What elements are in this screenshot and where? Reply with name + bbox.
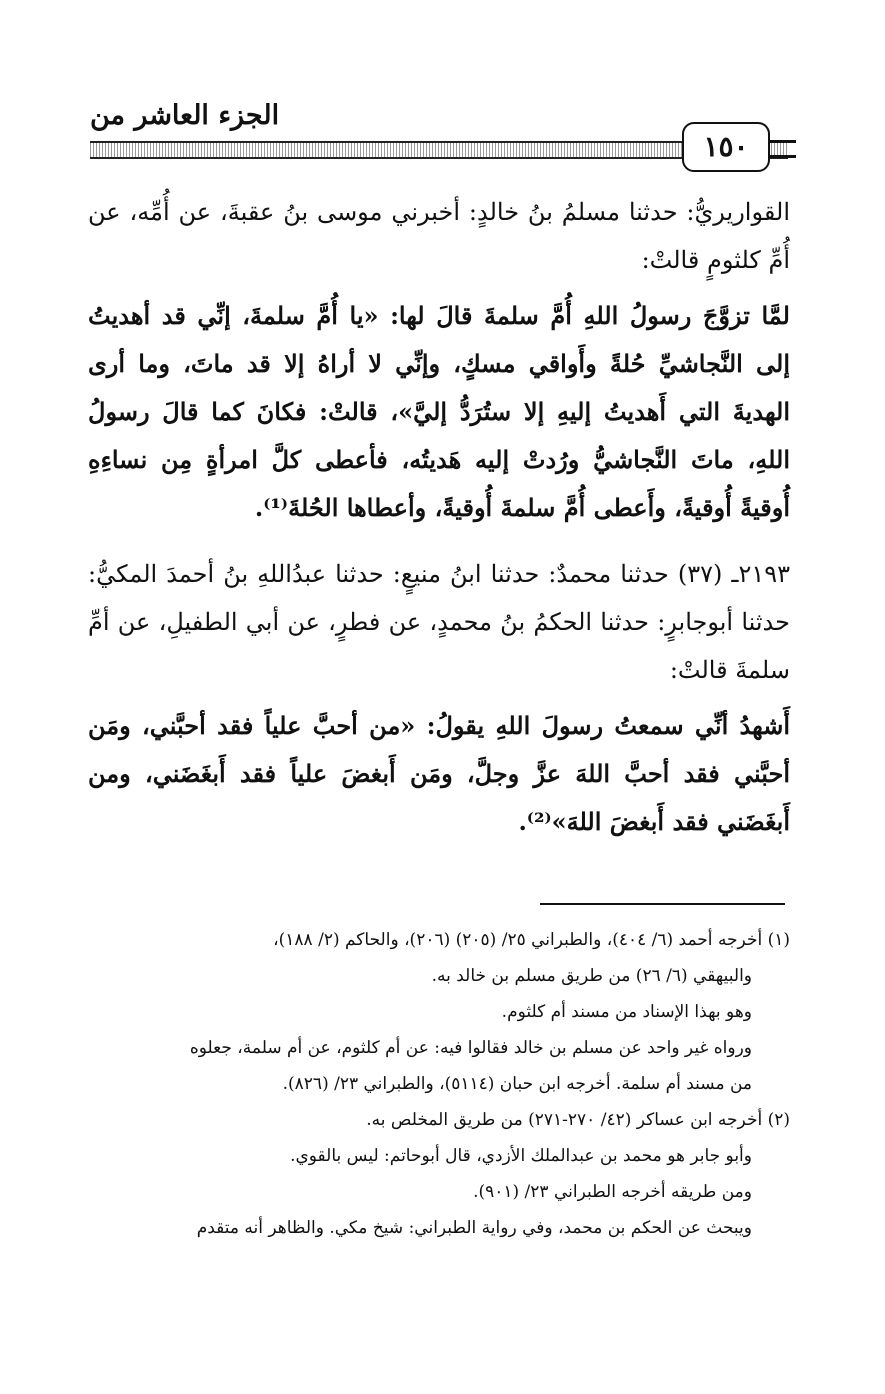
footnote-line: والبيهقي (٦/ ٢٦) من طريق مسلم بن خالد به. bbox=[431, 966, 752, 986]
page-number-ornament bbox=[768, 140, 796, 158]
footnote-line: (١) أخرجه أحمد (٦/ ٤٠٤)، والطبراني ٢٥/ (٢٠٥) (٢٠٦)، والحاكم (٢/ ١٨٨)، bbox=[273, 930, 790, 950]
paragraph-hadith-2: أَشهدُ أنِّي سمعتُ رسولَ اللهِ يقولُ: «من أحبَّ علياً فقد أحبَّني، ومَن أحبَّني فقد أحبَّ اللهَ عزَّ وجلَّ، ومَن أَبغضَ علياً فقد أَبغَضَني، ومن أَبغَضَني فقد أَبغضَ اللهَ»⁽²⁾. bbox=[88, 711, 790, 836]
paragraph-isnad-2: ٢١٩٣ـ (٣٧) حدثنا محمدٌ: حدثنا ابنُ منيعٍ: حدثنا عبدُاللهِ بنُ أحمدَ المكيُّ: حدثنا أبوجابرٍ: حدثنا الحكمُ بنُ محمدٍ، عن فطرٍ، عن أبي الطفيلِ، عن أمِّ سلمةَ قالتْ: bbox=[88, 560, 790, 684]
footnote-line: ورواه غير واحد عن مسلم بن خالد فقالوا فيه: عن أم كلثوم، عن أم سلمة، جعلوه bbox=[189, 1038, 752, 1058]
footnote-line: ويبحث عن الحكم بن محمد، وفي رواية الطبراني: شيخ مكي. والظاهر أنه متقدم bbox=[196, 1218, 752, 1238]
footnote-line: وهو بهذا الإسناد من مسند أم كلثوم. bbox=[501, 1002, 752, 1022]
footnote-line: وأبو جابر هو محمد بن عبدالملك الأزدي، قال أبوحاتم: ليس بالقوي. bbox=[290, 1146, 752, 1166]
footnote-separator bbox=[540, 903, 785, 905]
paragraph-hadith-1: لمَّا تزوَّجَ رسولُ اللهِ أُمَّ سلمةَ قالَ لها: «يا أُمَّ سلمةَ، إنِّي قد أهديتُ إلى النَّجاشيِّ حُلةً وأَواقي مسكٍ، وإنِّي لا أراهُ إلا قد ماتَ، وما أرى الهديةَ التي أَهديتُ إليهِ إلا ستُرَدُّ إليَّ»، قالتْ: فكانَ كما قالَ رسولُ اللهِ، ماتَ النَّجاشيُّ ورُدتْ إليه هَديتُه، فأعطى كلَّ امرأةٍ مِن نساءِهِ أُوقيةً أُوقيةً، وأَعطى أُمَّ سلمةَ أُوقيةً، وأعطاها الحُلةَ⁽¹⁾. bbox=[88, 301, 790, 522]
main-text bbox=[88, 188, 790, 846]
paragraph-isnad-1: القواريريُّ: حدثنا مسلمُ بنُ خالدٍ: أخبرني موسى بنُ عقبةَ، عن أُمِّه، عن أُمِّ كلثومٍ قالتْ: bbox=[88, 198, 790, 274]
footnote-line: ومن طريقه أخرجه الطبراني ٢٣/ (٩٠١). bbox=[473, 1182, 752, 1202]
page-number: ١٥٠ bbox=[682, 122, 770, 172]
running-header-title: الجزء العاشر من bbox=[90, 100, 280, 131]
footnotes bbox=[78, 922, 790, 1246]
footnote-line: (٢) أخرجه ابن عساكر (٤٢/ ٢٧٠-٢٧١) من طريق المخلص به. bbox=[366, 1110, 790, 1130]
footnote-line: من مسند أم سلمة. أخرجه ابن حبان (٥١١٤)، والطبراني ٢٣/ (٨٢٦). bbox=[282, 1074, 752, 1094]
